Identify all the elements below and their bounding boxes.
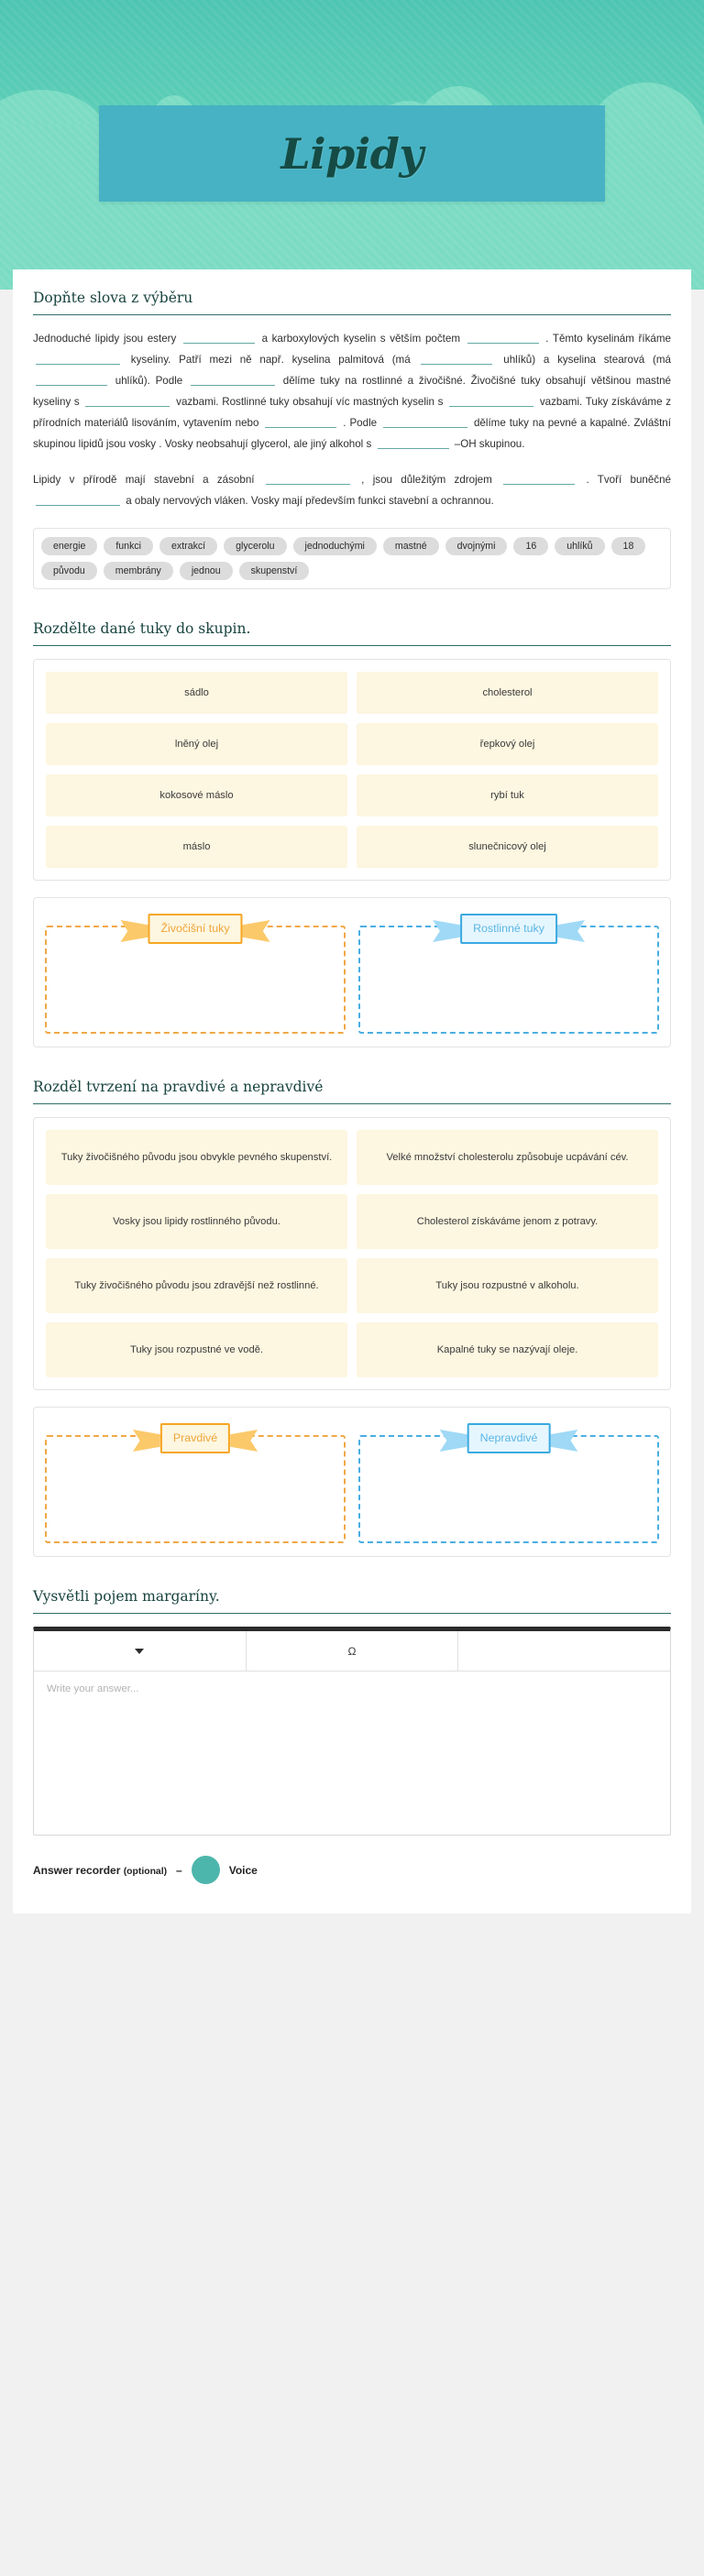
word-chip[interactable]: 16 bbox=[513, 537, 548, 555]
text-fragment: uhlíků). Podle bbox=[115, 375, 183, 387]
word-chip[interactable]: původu bbox=[41, 562, 97, 580]
word-chip[interactable]: jednoduchými bbox=[293, 537, 377, 555]
draggable-card[interactable]: Tuky jsou rozpustné ve vodě. bbox=[46, 1322, 347, 1377]
word-chip[interactable]: skupenství bbox=[239, 562, 310, 580]
draggable-card[interactable]: rybí tuk bbox=[357, 774, 658, 817]
section-heading-group-fats: Rozdělte dané tuky do skupin. bbox=[33, 620, 251, 637]
chevron-down-icon bbox=[135, 1649, 144, 1654]
draggable-card[interactable]: Kapalné tuky se nazývají oleje. bbox=[357, 1322, 658, 1377]
blank-input-6[interactable] bbox=[191, 373, 275, 386]
section-fill-in-the-blanks bbox=[33, 290, 671, 589]
text-fragment: vazbami. Rostlinné tuky obsahují víc mastných kyselin s bbox=[176, 396, 444, 408]
fats-card-container bbox=[33, 659, 671, 881]
text-fragment: kyseliny. Patří mezi ně např. kyselina palmitová (má bbox=[130, 354, 411, 366]
draggable-card[interactable]: Tuky živočišného původu jsou obvykle pevného skupenství. bbox=[46, 1130, 347, 1185]
draggable-card[interactable]: sádlo bbox=[46, 672, 347, 714]
section-true-false bbox=[33, 1079, 671, 1557]
omega-special-character-button[interactable]: Ω bbox=[347, 1644, 357, 1658]
ribbon-banner-false bbox=[440, 1420, 578, 1455]
draggable-card[interactable]: řepkový olej bbox=[357, 723, 658, 765]
blank-input-1[interactable] bbox=[183, 331, 255, 344]
record-button[interactable] bbox=[192, 1856, 220, 1884]
dropzone-column-false bbox=[358, 1420, 659, 1543]
dropzone-column-plant bbox=[358, 911, 659, 1034]
text-fragment: . Těmto kyselinám říkáme bbox=[545, 333, 671, 345]
answer-textarea[interactable]: Write your answer... bbox=[47, 1683, 139, 1694]
dropzone-label: Pravdivé bbox=[160, 1423, 230, 1453]
ribbon-wing-left-icon bbox=[120, 915, 148, 942]
word-chip[interactable]: mastné bbox=[383, 537, 439, 555]
section-divider bbox=[33, 1613, 671, 1614]
word-chip[interactable]: funkci bbox=[104, 537, 153, 555]
section-heading-fill-in: Dopňte slova z výběru bbox=[33, 290, 193, 306]
ribbon-banner-animal-fats bbox=[120, 911, 270, 946]
text-fragment: vazbami. Tuky získáváme z přírodních materiálů lisováním, vytavením nebo bbox=[33, 396, 672, 429]
draggable-card[interactable]: cholesterol bbox=[357, 672, 658, 714]
fats-card-grid bbox=[46, 672, 658, 868]
text-fragment: . Podle bbox=[343, 417, 378, 429]
dropzone-column-true bbox=[45, 1420, 346, 1543]
text-fragment: a karboxylových kyselin s větším počtem bbox=[261, 333, 460, 345]
toolbar-empty-slot bbox=[458, 1631, 670, 1671]
ribbon-banner-plant-fats bbox=[433, 911, 585, 946]
fill-in-paragraph-1 bbox=[33, 328, 671, 455]
section-divider bbox=[33, 645, 671, 646]
word-chip[interactable]: uhlíků bbox=[555, 537, 604, 555]
blank-input-5[interactable] bbox=[36, 373, 107, 386]
ribbon-banner-true bbox=[133, 1420, 258, 1455]
draggable-card[interactable]: máslo bbox=[46, 826, 347, 868]
text-fragment: dělíme tuky na pevné a kapalné. Zvláštní skupinou lipidů jsou vosky . Vosky neobsahují glycerol, ale jiný alkohol s bbox=[33, 417, 671, 450]
draggable-card[interactable]: Vosky jsou lipidy rostlinného původu. bbox=[46, 1194, 347, 1249]
ribbon-wing-right-icon bbox=[230, 1424, 258, 1452]
statements-dropzone-container bbox=[33, 1407, 671, 1557]
page-title-plate bbox=[99, 105, 605, 202]
word-chip[interactable]: glycerolu bbox=[224, 537, 286, 555]
word-chip[interactable]: 18 bbox=[611, 537, 646, 555]
page-bottom-spacer bbox=[0, 1913, 704, 1934]
voice-label: Voice bbox=[228, 1863, 258, 1877]
text-fragment: , jsou důležitým zdrojem bbox=[361, 474, 492, 486]
text-fragment: uhlíků) a kyselina stearová (má bbox=[503, 354, 671, 366]
text-fragment: dělíme tuky na rostlinné a živočišné. Živočišné tuky obsahují většinou mastné kyseliny s bbox=[33, 375, 671, 408]
draggable-card[interactable]: Cholesterol získáváme jenom z potravy. bbox=[357, 1194, 658, 1249]
dropzone-label: Rostlinné tuky bbox=[460, 914, 557, 944]
draggable-card[interactable]: kokosové máslo bbox=[46, 774, 347, 817]
worksheet-sheet bbox=[13, 269, 691, 1913]
blank-input-9[interactable] bbox=[265, 415, 336, 428]
ribbon-wing-left-icon bbox=[433, 915, 460, 942]
draggable-card[interactable]: slunečnicový olej bbox=[357, 826, 658, 868]
dropzone-label: Živočišní tuky bbox=[148, 914, 242, 944]
word-chip[interactable]: dvojnými bbox=[446, 537, 508, 555]
text-fragment: Lipidy v přírodě mají stavební a zásobní bbox=[33, 474, 255, 486]
blank-input-3[interactable] bbox=[36, 352, 120, 365]
text-fragment: Jednoduché lipidy jsou estery bbox=[33, 333, 177, 345]
text-fragment: a obaly nervových vláken. Vosky mají především funkci stavební a ochrannou. bbox=[126, 495, 494, 507]
draggable-card[interactable]: Tuky živočišného původu jsou zdravější než rostlinné. bbox=[46, 1258, 347, 1313]
blank-input-10[interactable] bbox=[383, 415, 468, 428]
ribbon-wing-left-icon bbox=[440, 1424, 468, 1452]
blank-input-13[interactable] bbox=[503, 472, 575, 485]
ribbon-wing-left-icon bbox=[133, 1424, 160, 1452]
section-heading-true-false: Rozděl tvrzení na pravdivé a nepravdivé bbox=[33, 1079, 324, 1095]
recorder-dash: – bbox=[176, 1863, 182, 1877]
editor-toolbar bbox=[34, 1631, 670, 1672]
word-chip[interactable]: jednou bbox=[180, 562, 233, 580]
blank-input-14[interactable] bbox=[36, 493, 120, 506]
font-size-dropdown[interactable] bbox=[34, 1631, 246, 1671]
word-chip[interactable]: extrakcí bbox=[160, 537, 217, 555]
blank-input-2[interactable] bbox=[468, 331, 539, 344]
section-open-question bbox=[33, 1588, 671, 1836]
ribbon-wing-right-icon bbox=[550, 1424, 578, 1452]
fill-in-paragraph-2 bbox=[33, 469, 671, 511]
section-divider bbox=[33, 314, 671, 315]
fats-dropzone-container bbox=[33, 897, 671, 1047]
draggable-card[interactable]: lněný olej bbox=[46, 723, 347, 765]
dropzone-column-animal bbox=[45, 911, 346, 1034]
ribbon-wing-right-icon bbox=[243, 915, 270, 942]
answer-recorder-optional: (optional) bbox=[123, 1866, 168, 1877]
statements-card-container bbox=[33, 1117, 671, 1390]
blank-input-4[interactable] bbox=[421, 352, 492, 365]
statements-card-grid bbox=[46, 1130, 658, 1377]
dropzone-label: Nepravdivé bbox=[468, 1423, 551, 1453]
ribbon-wing-right-icon bbox=[557, 915, 585, 942]
section-heading-open-question: Vysvětli pojem margaríny. bbox=[33, 1588, 220, 1605]
page-title: Lipidy bbox=[280, 128, 424, 179]
blank-input-7[interactable] bbox=[85, 394, 170, 407]
word-chip[interactable]: membrány bbox=[104, 562, 173, 580]
page-header bbox=[0, 0, 704, 290]
section-group-fats bbox=[33, 620, 671, 1047]
rich-text-editor bbox=[33, 1627, 671, 1836]
blank-input-12[interactable] bbox=[266, 472, 350, 485]
draggable-card[interactable]: Tuky jsou rozpustné v alkoholu. bbox=[357, 1258, 658, 1313]
draggable-card[interactable]: Velké množství cholesterolu způsobuje ucpávání cév. bbox=[357, 1130, 658, 1185]
word-bank bbox=[33, 528, 671, 589]
word-chip[interactable]: energie bbox=[41, 537, 97, 555]
answer-recorder-row bbox=[33, 1856, 671, 1890]
section-divider bbox=[33, 1103, 671, 1104]
blank-input-11[interactable] bbox=[378, 436, 449, 449]
blank-input-8[interactable] bbox=[449, 394, 534, 407]
text-fragment: –OH skupinou. bbox=[454, 438, 525, 450]
answer-recorder-label: Answer recorder (optional) bbox=[33, 1863, 168, 1877]
text-fragment: . Tvoří buněčné bbox=[586, 474, 671, 486]
